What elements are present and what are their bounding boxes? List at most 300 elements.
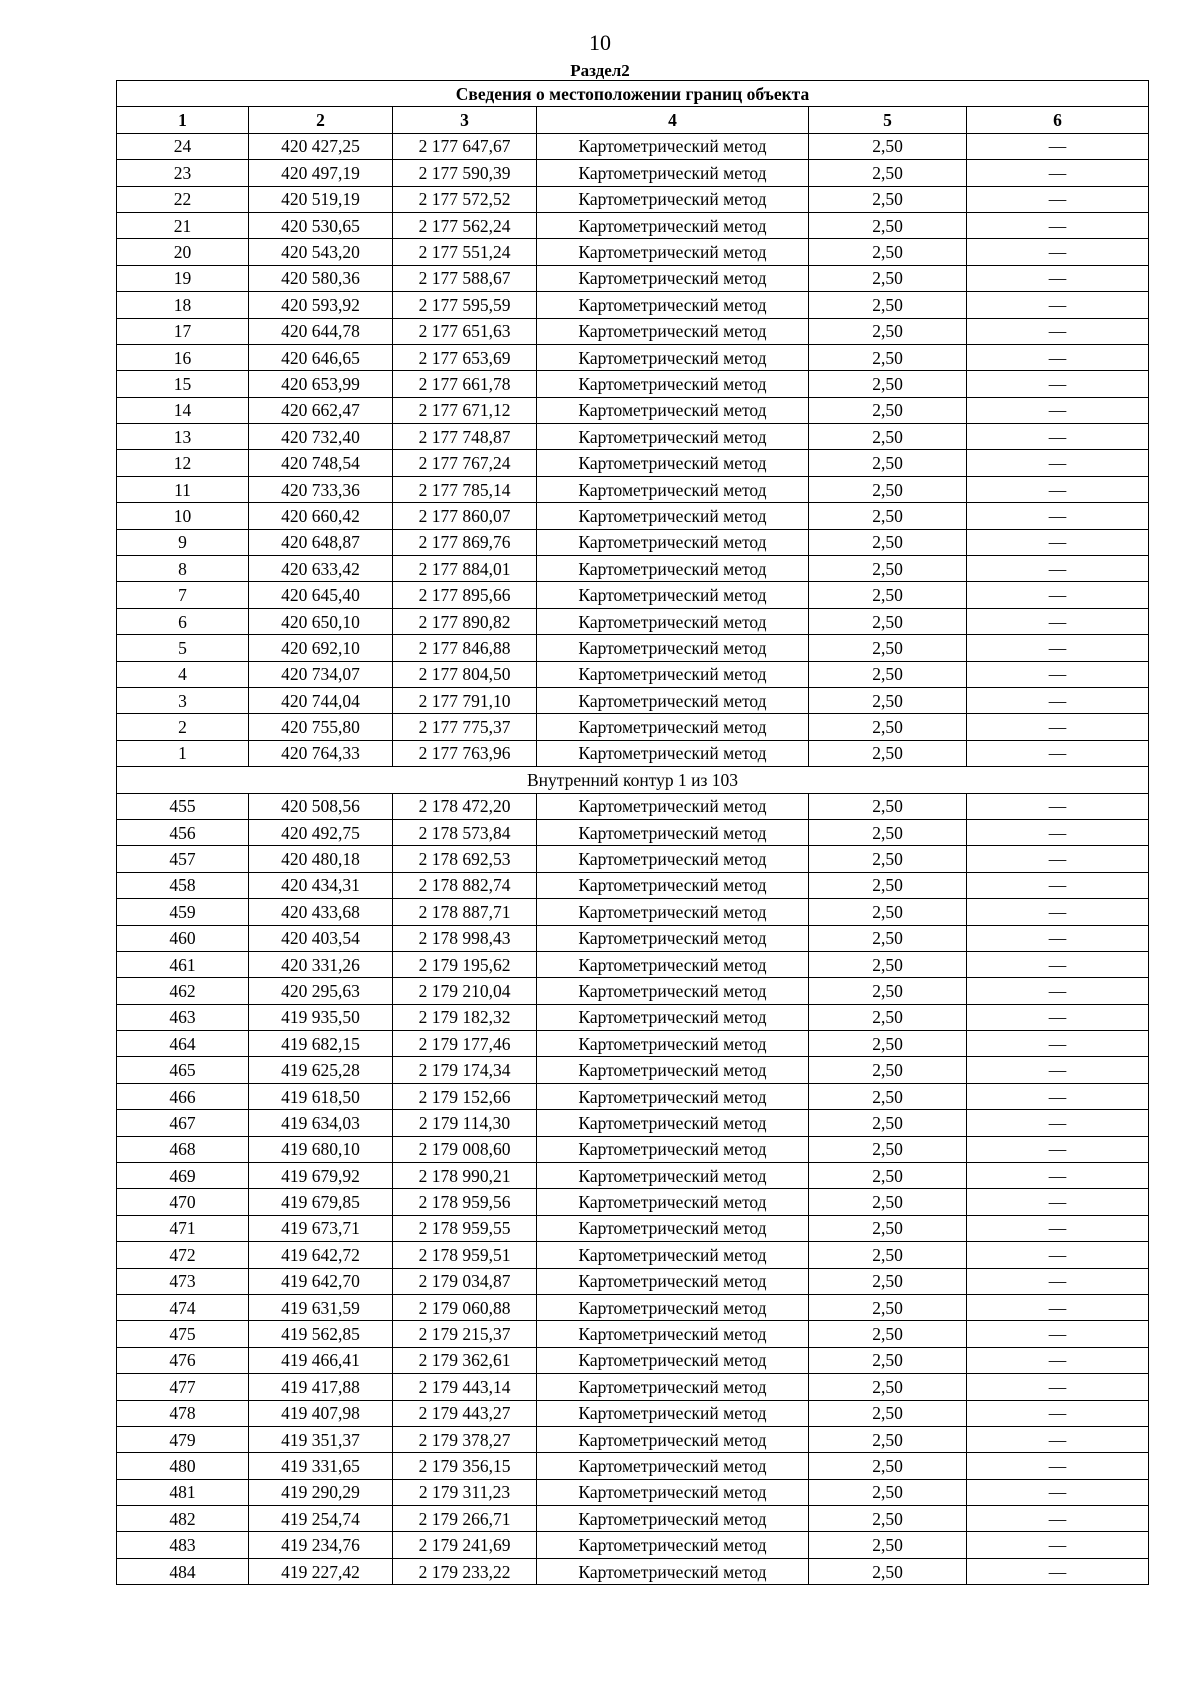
method-cell: Картометрический метод <box>537 265 809 291</box>
accuracy-cell: 2,50 <box>809 1453 967 1479</box>
y-coordinate-cell: 2 177 884,01 <box>393 556 537 582</box>
column-header: 3 <box>393 107 537 133</box>
description-cell: — <box>967 1321 1149 1347</box>
description-cell: — <box>967 397 1149 423</box>
x-coordinate-cell: 419 642,70 <box>249 1268 393 1294</box>
table-row <box>117 1321 1149 1347</box>
accuracy-cell: 2,50 <box>809 1268 967 1294</box>
point-number-cell: 465 <box>117 1057 249 1083</box>
column-header: 6 <box>967 107 1149 133</box>
table-row <box>117 951 1149 977</box>
table-row <box>117 925 1149 951</box>
x-coordinate-cell: 419 331,65 <box>249 1453 393 1479</box>
accuracy-cell: 2,50 <box>809 951 967 977</box>
table-row <box>117 687 1149 713</box>
x-coordinate-cell: 419 631,59 <box>249 1294 393 1320</box>
point-number-cell: 472 <box>117 1242 249 1268</box>
table-row <box>117 265 1149 291</box>
method-cell: Картометрический метод <box>537 292 809 318</box>
method-cell: Картометрический метод <box>537 160 809 186</box>
accuracy-cell: 2,50 <box>809 978 967 1004</box>
x-coordinate-cell: 420 748,54 <box>249 450 393 476</box>
column-header: 5 <box>809 107 967 133</box>
table-caption: Сведения о местоположении границ объекта <box>117 81 1149 107</box>
method-cell: Картометрический метод <box>537 635 809 661</box>
point-number-cell: 18 <box>117 292 249 318</box>
table-row <box>117 1004 1149 1030</box>
page-number: 10 <box>589 30 611 55</box>
table-row <box>117 1558 1149 1584</box>
table-row <box>117 133 1149 159</box>
description-cell: — <box>967 846 1149 872</box>
x-coordinate-cell: 419 618,50 <box>249 1083 393 1109</box>
description-cell: — <box>967 556 1149 582</box>
accuracy-cell: 2,50 <box>809 899 967 925</box>
description-cell: — <box>967 1215 1149 1241</box>
point-number-cell: 458 <box>117 872 249 898</box>
accuracy-cell: 2,50 <box>809 556 967 582</box>
table-row <box>117 186 1149 212</box>
x-coordinate-cell: 420 480,18 <box>249 846 393 872</box>
method-cell: Картометрический метод <box>537 608 809 634</box>
description-cell: — <box>967 1031 1149 1057</box>
description-cell: — <box>967 318 1149 344</box>
y-coordinate-cell: 2 179 378,27 <box>393 1426 537 1452</box>
accuracy-cell: 2,50 <box>809 1215 967 1241</box>
table-row <box>117 819 1149 845</box>
boundary-coordinates-table <box>116 80 1149 1585</box>
point-number-cell: 13 <box>117 424 249 450</box>
accuracy-cell: 2,50 <box>809 925 967 951</box>
accuracy-cell: 2,50 <box>809 1057 967 1083</box>
x-coordinate-cell: 419 254,74 <box>249 1506 393 1532</box>
table-row <box>117 1136 1149 1162</box>
point-number-cell: 15 <box>117 371 249 397</box>
description-cell: — <box>967 978 1149 1004</box>
x-coordinate-cell: 420 427,25 <box>249 133 393 159</box>
y-coordinate-cell: 2 179 356,15 <box>393 1453 537 1479</box>
x-coordinate-cell: 420 653,99 <box>249 371 393 397</box>
y-coordinate-cell: 2 179 008,60 <box>393 1136 537 1162</box>
contour-label-row <box>117 767 1149 793</box>
table-row <box>117 1083 1149 1109</box>
description-cell: — <box>967 1479 1149 1505</box>
x-coordinate-cell: 420 648,87 <box>249 529 393 555</box>
method-cell: Картометрический метод <box>537 582 809 608</box>
description-cell: — <box>967 1347 1149 1373</box>
description-cell: — <box>967 1532 1149 1558</box>
method-cell: Картометрический метод <box>537 1506 809 1532</box>
y-coordinate-cell: 2 179 215,37 <box>393 1321 537 1347</box>
x-coordinate-cell: 419 417,88 <box>249 1374 393 1400</box>
method-cell: Картометрический метод <box>537 424 809 450</box>
method-cell: Картометрический метод <box>537 503 809 529</box>
accuracy-cell: 2,50 <box>809 1189 967 1215</box>
accuracy-cell: 2,50 <box>809 635 967 661</box>
method-cell: Картометрический метод <box>537 1374 809 1400</box>
x-coordinate-cell: 419 680,10 <box>249 1136 393 1162</box>
method-cell: Картометрический метод <box>537 661 809 687</box>
y-coordinate-cell: 2 179 195,62 <box>393 951 537 977</box>
point-number-cell: 460 <box>117 925 249 951</box>
method-cell: Картометрический метод <box>537 239 809 265</box>
point-number-cell: 483 <box>117 1532 249 1558</box>
table-row <box>117 793 1149 819</box>
y-coordinate-cell: 2 177 791,10 <box>393 687 537 713</box>
description-cell: — <box>967 635 1149 661</box>
method-cell: Картометрический метод <box>537 978 809 1004</box>
y-coordinate-cell: 2 178 472,20 <box>393 793 537 819</box>
description-cell: — <box>967 819 1149 845</box>
section-title: Раздел2 <box>570 61 630 80</box>
y-coordinate-cell: 2 179 443,27 <box>393 1400 537 1426</box>
y-coordinate-cell: 2 177 588,67 <box>393 265 537 291</box>
table-row <box>117 529 1149 555</box>
point-number-cell: 14 <box>117 397 249 423</box>
description-cell: — <box>967 186 1149 212</box>
table-row <box>117 344 1149 370</box>
method-cell: Картометрический метод <box>537 1453 809 1479</box>
point-number-cell: 5 <box>117 635 249 661</box>
y-coordinate-cell: 2 177 860,07 <box>393 503 537 529</box>
table-row <box>117 635 1149 661</box>
x-coordinate-cell: 419 935,50 <box>249 1004 393 1030</box>
table-row <box>117 1215 1149 1241</box>
method-cell: Картометрический метод <box>537 1189 809 1215</box>
accuracy-cell: 2,50 <box>809 292 967 318</box>
point-number-cell: 1 <box>117 740 249 766</box>
accuracy-cell: 2,50 <box>809 397 967 423</box>
point-number-cell: 4 <box>117 661 249 687</box>
accuracy-cell: 2,50 <box>809 371 967 397</box>
accuracy-cell: 2,50 <box>809 819 967 845</box>
table-row <box>117 1479 1149 1505</box>
x-coordinate-cell: 420 508,56 <box>249 793 393 819</box>
accuracy-cell: 2,50 <box>809 1242 967 1268</box>
point-number-cell: 466 <box>117 1083 249 1109</box>
x-coordinate-cell: 419 679,85 <box>249 1189 393 1215</box>
method-cell: Картометрический метод <box>537 397 809 423</box>
method-cell: Картометрический метод <box>537 1215 809 1241</box>
method-cell: Картометрический метод <box>537 133 809 159</box>
y-coordinate-cell: 2 178 882,74 <box>393 872 537 898</box>
x-coordinate-cell: 420 744,04 <box>249 687 393 713</box>
point-number-cell: 3 <box>117 687 249 713</box>
point-number-cell: 480 <box>117 1453 249 1479</box>
method-cell: Картометрический метод <box>537 846 809 872</box>
point-number-cell: 2 <box>117 714 249 740</box>
table-row <box>117 556 1149 582</box>
method-cell: Картометрический метод <box>537 186 809 212</box>
point-number-cell: 459 <box>117 899 249 925</box>
accuracy-cell: 2,50 <box>809 1532 967 1558</box>
point-number-cell: 7 <box>117 582 249 608</box>
table-row <box>117 292 1149 318</box>
description-cell: — <box>967 1057 1149 1083</box>
accuracy-cell: 2,50 <box>809 1506 967 1532</box>
method-cell: Картометрический метод <box>537 1400 809 1426</box>
column-header: 4 <box>537 107 809 133</box>
x-coordinate-cell: 419 234,76 <box>249 1532 393 1558</box>
y-coordinate-cell: 2 178 692,53 <box>393 846 537 872</box>
point-number-cell: 9 <box>117 529 249 555</box>
x-coordinate-cell: 419 227,42 <box>249 1558 393 1584</box>
description-cell: — <box>967 292 1149 318</box>
description-cell: — <box>967 450 1149 476</box>
accuracy-cell: 2,50 <box>809 529 967 555</box>
table-row <box>117 1506 1149 1532</box>
accuracy-cell: 2,50 <box>809 424 967 450</box>
description-cell: — <box>967 1083 1149 1109</box>
point-number-cell: 476 <box>117 1347 249 1373</box>
x-coordinate-cell: 420 645,40 <box>249 582 393 608</box>
table-row <box>117 450 1149 476</box>
method-cell: Картометрический метод <box>537 212 809 238</box>
point-number-cell: 474 <box>117 1294 249 1320</box>
point-number-cell: 481 <box>117 1479 249 1505</box>
accuracy-cell: 2,50 <box>809 846 967 872</box>
table-row <box>117 978 1149 1004</box>
point-number-cell: 19 <box>117 265 249 291</box>
accuracy-cell: 2,50 <box>809 212 967 238</box>
method-cell: Картометрический метод <box>537 1426 809 1452</box>
x-coordinate-cell: 419 625,28 <box>249 1057 393 1083</box>
accuracy-cell: 2,50 <box>809 1400 967 1426</box>
method-cell: Картометрический метод <box>537 1136 809 1162</box>
y-coordinate-cell: 2 177 551,24 <box>393 239 537 265</box>
description-cell: — <box>967 212 1149 238</box>
table-row <box>117 1426 1149 1452</box>
description-cell: — <box>967 1268 1149 1294</box>
method-cell: Картометрический метод <box>537 925 809 951</box>
description-cell: — <box>967 1506 1149 1532</box>
method-cell: Картометрический метод <box>537 476 809 502</box>
table-row <box>117 239 1149 265</box>
table-row <box>117 503 1149 529</box>
description-cell: — <box>967 133 1149 159</box>
point-number-cell: 469 <box>117 1163 249 1189</box>
accuracy-cell: 2,50 <box>809 1136 967 1162</box>
table-row <box>117 1400 1149 1426</box>
x-coordinate-cell: 419 673,71 <box>249 1215 393 1241</box>
x-coordinate-cell: 420 764,33 <box>249 740 393 766</box>
accuracy-cell: 2,50 <box>809 582 967 608</box>
description-cell: — <box>967 1400 1149 1426</box>
method-cell: Картометрический метод <box>537 318 809 344</box>
table-row <box>117 1347 1149 1373</box>
point-number-cell: 21 <box>117 212 249 238</box>
accuracy-cell: 2,50 <box>809 1479 967 1505</box>
point-number-cell: 6 <box>117 608 249 634</box>
table-row <box>117 1163 1149 1189</box>
method-cell: Картометрический метод <box>537 687 809 713</box>
method-cell: Картометрический метод <box>537 1083 809 1109</box>
method-cell: Картометрический метод <box>537 1532 809 1558</box>
table-row <box>117 582 1149 608</box>
table-row <box>117 1057 1149 1083</box>
y-coordinate-cell: 2 177 804,50 <box>393 661 537 687</box>
accuracy-cell: 2,50 <box>809 318 967 344</box>
method-cell: Картометрический метод <box>537 371 809 397</box>
point-number-cell: 16 <box>117 344 249 370</box>
method-cell: Картометрический метод <box>537 819 809 845</box>
y-coordinate-cell: 2 179 182,32 <box>393 1004 537 1030</box>
y-coordinate-cell: 2 177 661,78 <box>393 371 537 397</box>
x-coordinate-cell: 420 492,75 <box>249 819 393 845</box>
description-cell: — <box>967 1189 1149 1215</box>
y-coordinate-cell: 2 177 653,69 <box>393 344 537 370</box>
accuracy-cell: 2,50 <box>809 740 967 766</box>
accuracy-cell: 2,50 <box>809 661 967 687</box>
accuracy-cell: 2,50 <box>809 239 967 265</box>
description-cell: — <box>967 1136 1149 1162</box>
table-row <box>117 1268 1149 1294</box>
description-cell: — <box>967 740 1149 766</box>
table-row <box>117 212 1149 238</box>
method-cell: Картометрический метод <box>537 1558 809 1584</box>
x-coordinate-cell: 420 593,92 <box>249 292 393 318</box>
x-coordinate-cell: 419 634,03 <box>249 1110 393 1136</box>
description-cell: — <box>967 951 1149 977</box>
description-cell: — <box>967 687 1149 713</box>
table-row <box>117 476 1149 502</box>
table-row <box>117 371 1149 397</box>
accuracy-cell: 2,50 <box>809 793 967 819</box>
x-coordinate-cell: 420 331,26 <box>249 951 393 977</box>
x-coordinate-cell: 419 407,98 <box>249 1400 393 1426</box>
point-number-cell: 462 <box>117 978 249 1004</box>
method-cell: Картометрический метод <box>537 714 809 740</box>
description-cell: — <box>967 529 1149 555</box>
table-row <box>117 1110 1149 1136</box>
y-coordinate-cell: 2 177 767,24 <box>393 450 537 476</box>
point-number-cell: 479 <box>117 1426 249 1452</box>
point-number-cell: 12 <box>117 450 249 476</box>
description-cell: — <box>967 476 1149 502</box>
table-row <box>117 740 1149 766</box>
y-coordinate-cell: 2 177 748,87 <box>393 424 537 450</box>
accuracy-cell: 2,50 <box>809 503 967 529</box>
x-coordinate-cell: 420 732,40 <box>249 424 393 450</box>
x-coordinate-cell: 419 290,29 <box>249 1479 393 1505</box>
method-cell: Картометрический метод <box>537 450 809 476</box>
y-coordinate-cell: 2 179 034,87 <box>393 1268 537 1294</box>
description-cell: — <box>967 1374 1149 1400</box>
y-coordinate-cell: 2 178 959,56 <box>393 1189 537 1215</box>
y-coordinate-cell: 2 179 362,61 <box>393 1347 537 1373</box>
y-coordinate-cell: 2 177 590,39 <box>393 160 537 186</box>
x-coordinate-cell: 420 646,65 <box>249 344 393 370</box>
x-coordinate-cell: 420 733,36 <box>249 476 393 502</box>
method-cell: Картометрический метод <box>537 1057 809 1083</box>
x-coordinate-cell: 420 734,07 <box>249 661 393 687</box>
x-coordinate-cell: 419 562,85 <box>249 1321 393 1347</box>
x-coordinate-cell: 420 660,42 <box>249 503 393 529</box>
method-cell: Картометрический метод <box>537 1031 809 1057</box>
description-cell: — <box>967 239 1149 265</box>
y-coordinate-cell: 2 178 990,21 <box>393 1163 537 1189</box>
x-coordinate-cell: 420 580,36 <box>249 265 393 291</box>
accuracy-cell: 2,50 <box>809 1558 967 1584</box>
x-coordinate-cell: 420 403,54 <box>249 925 393 951</box>
point-number-cell: 11 <box>117 476 249 502</box>
x-coordinate-cell: 420 650,10 <box>249 608 393 634</box>
point-number-cell: 22 <box>117 186 249 212</box>
y-coordinate-cell: 2 179 266,71 <box>393 1506 537 1532</box>
accuracy-cell: 2,50 <box>809 265 967 291</box>
accuracy-cell: 2,50 <box>809 1163 967 1189</box>
table-row <box>117 1242 1149 1268</box>
description-cell: — <box>967 661 1149 687</box>
accuracy-cell: 2,50 <box>809 608 967 634</box>
accuracy-cell: 2,50 <box>809 1083 967 1109</box>
point-number-cell: 468 <box>117 1136 249 1162</box>
accuracy-cell: 2,50 <box>809 476 967 502</box>
table-row <box>117 1031 1149 1057</box>
y-coordinate-cell: 2 179 210,04 <box>393 978 537 1004</box>
method-cell: Картометрический метод <box>537 1268 809 1294</box>
accuracy-cell: 2,50 <box>809 1004 967 1030</box>
y-coordinate-cell: 2 179 174,34 <box>393 1057 537 1083</box>
table-row <box>117 424 1149 450</box>
table-row <box>117 608 1149 634</box>
accuracy-cell: 2,50 <box>809 1031 967 1057</box>
description-cell: — <box>967 344 1149 370</box>
y-coordinate-cell: 2 177 651,63 <box>393 318 537 344</box>
description-cell: — <box>967 714 1149 740</box>
x-coordinate-cell: 419 679,92 <box>249 1163 393 1189</box>
y-coordinate-cell: 2 177 763,96 <box>393 740 537 766</box>
method-cell: Картометрический метод <box>537 529 809 555</box>
accuracy-cell: 2,50 <box>809 872 967 898</box>
description-cell: — <box>967 1294 1149 1320</box>
accuracy-cell: 2,50 <box>809 714 967 740</box>
accuracy-cell: 2,50 <box>809 687 967 713</box>
x-coordinate-cell: 420 543,20 <box>249 239 393 265</box>
description-cell: — <box>967 582 1149 608</box>
description-cell: — <box>967 925 1149 951</box>
table-row <box>117 1294 1149 1320</box>
table-row <box>117 397 1149 423</box>
description-cell: — <box>967 160 1149 186</box>
y-coordinate-cell: 2 178 959,51 <box>393 1242 537 1268</box>
y-coordinate-cell: 2 179 060,88 <box>393 1294 537 1320</box>
description-cell: — <box>967 1426 1149 1452</box>
table-row <box>117 318 1149 344</box>
y-coordinate-cell: 2 178 959,55 <box>393 1215 537 1241</box>
x-coordinate-cell: 419 642,72 <box>249 1242 393 1268</box>
point-number-cell: 482 <box>117 1506 249 1532</box>
y-coordinate-cell: 2 179 241,69 <box>393 1532 537 1558</box>
description-cell: — <box>967 608 1149 634</box>
x-coordinate-cell: 420 662,47 <box>249 397 393 423</box>
x-coordinate-cell: 420 519,19 <box>249 186 393 212</box>
column-header: 2 <box>249 107 393 133</box>
table-row <box>117 160 1149 186</box>
method-cell: Картометрический метод <box>537 951 809 977</box>
point-number-cell: 467 <box>117 1110 249 1136</box>
description-cell: — <box>967 872 1149 898</box>
x-coordinate-cell: 420 633,42 <box>249 556 393 582</box>
point-number-cell: 464 <box>117 1031 249 1057</box>
method-cell: Картометрический метод <box>537 793 809 819</box>
accuracy-cell: 2,50 <box>809 186 967 212</box>
y-coordinate-cell: 2 179 114,30 <box>393 1110 537 1136</box>
point-number-cell: 461 <box>117 951 249 977</box>
point-number-cell: 10 <box>117 503 249 529</box>
accuracy-cell: 2,50 <box>809 1426 967 1452</box>
y-coordinate-cell: 2 177 846,88 <box>393 635 537 661</box>
